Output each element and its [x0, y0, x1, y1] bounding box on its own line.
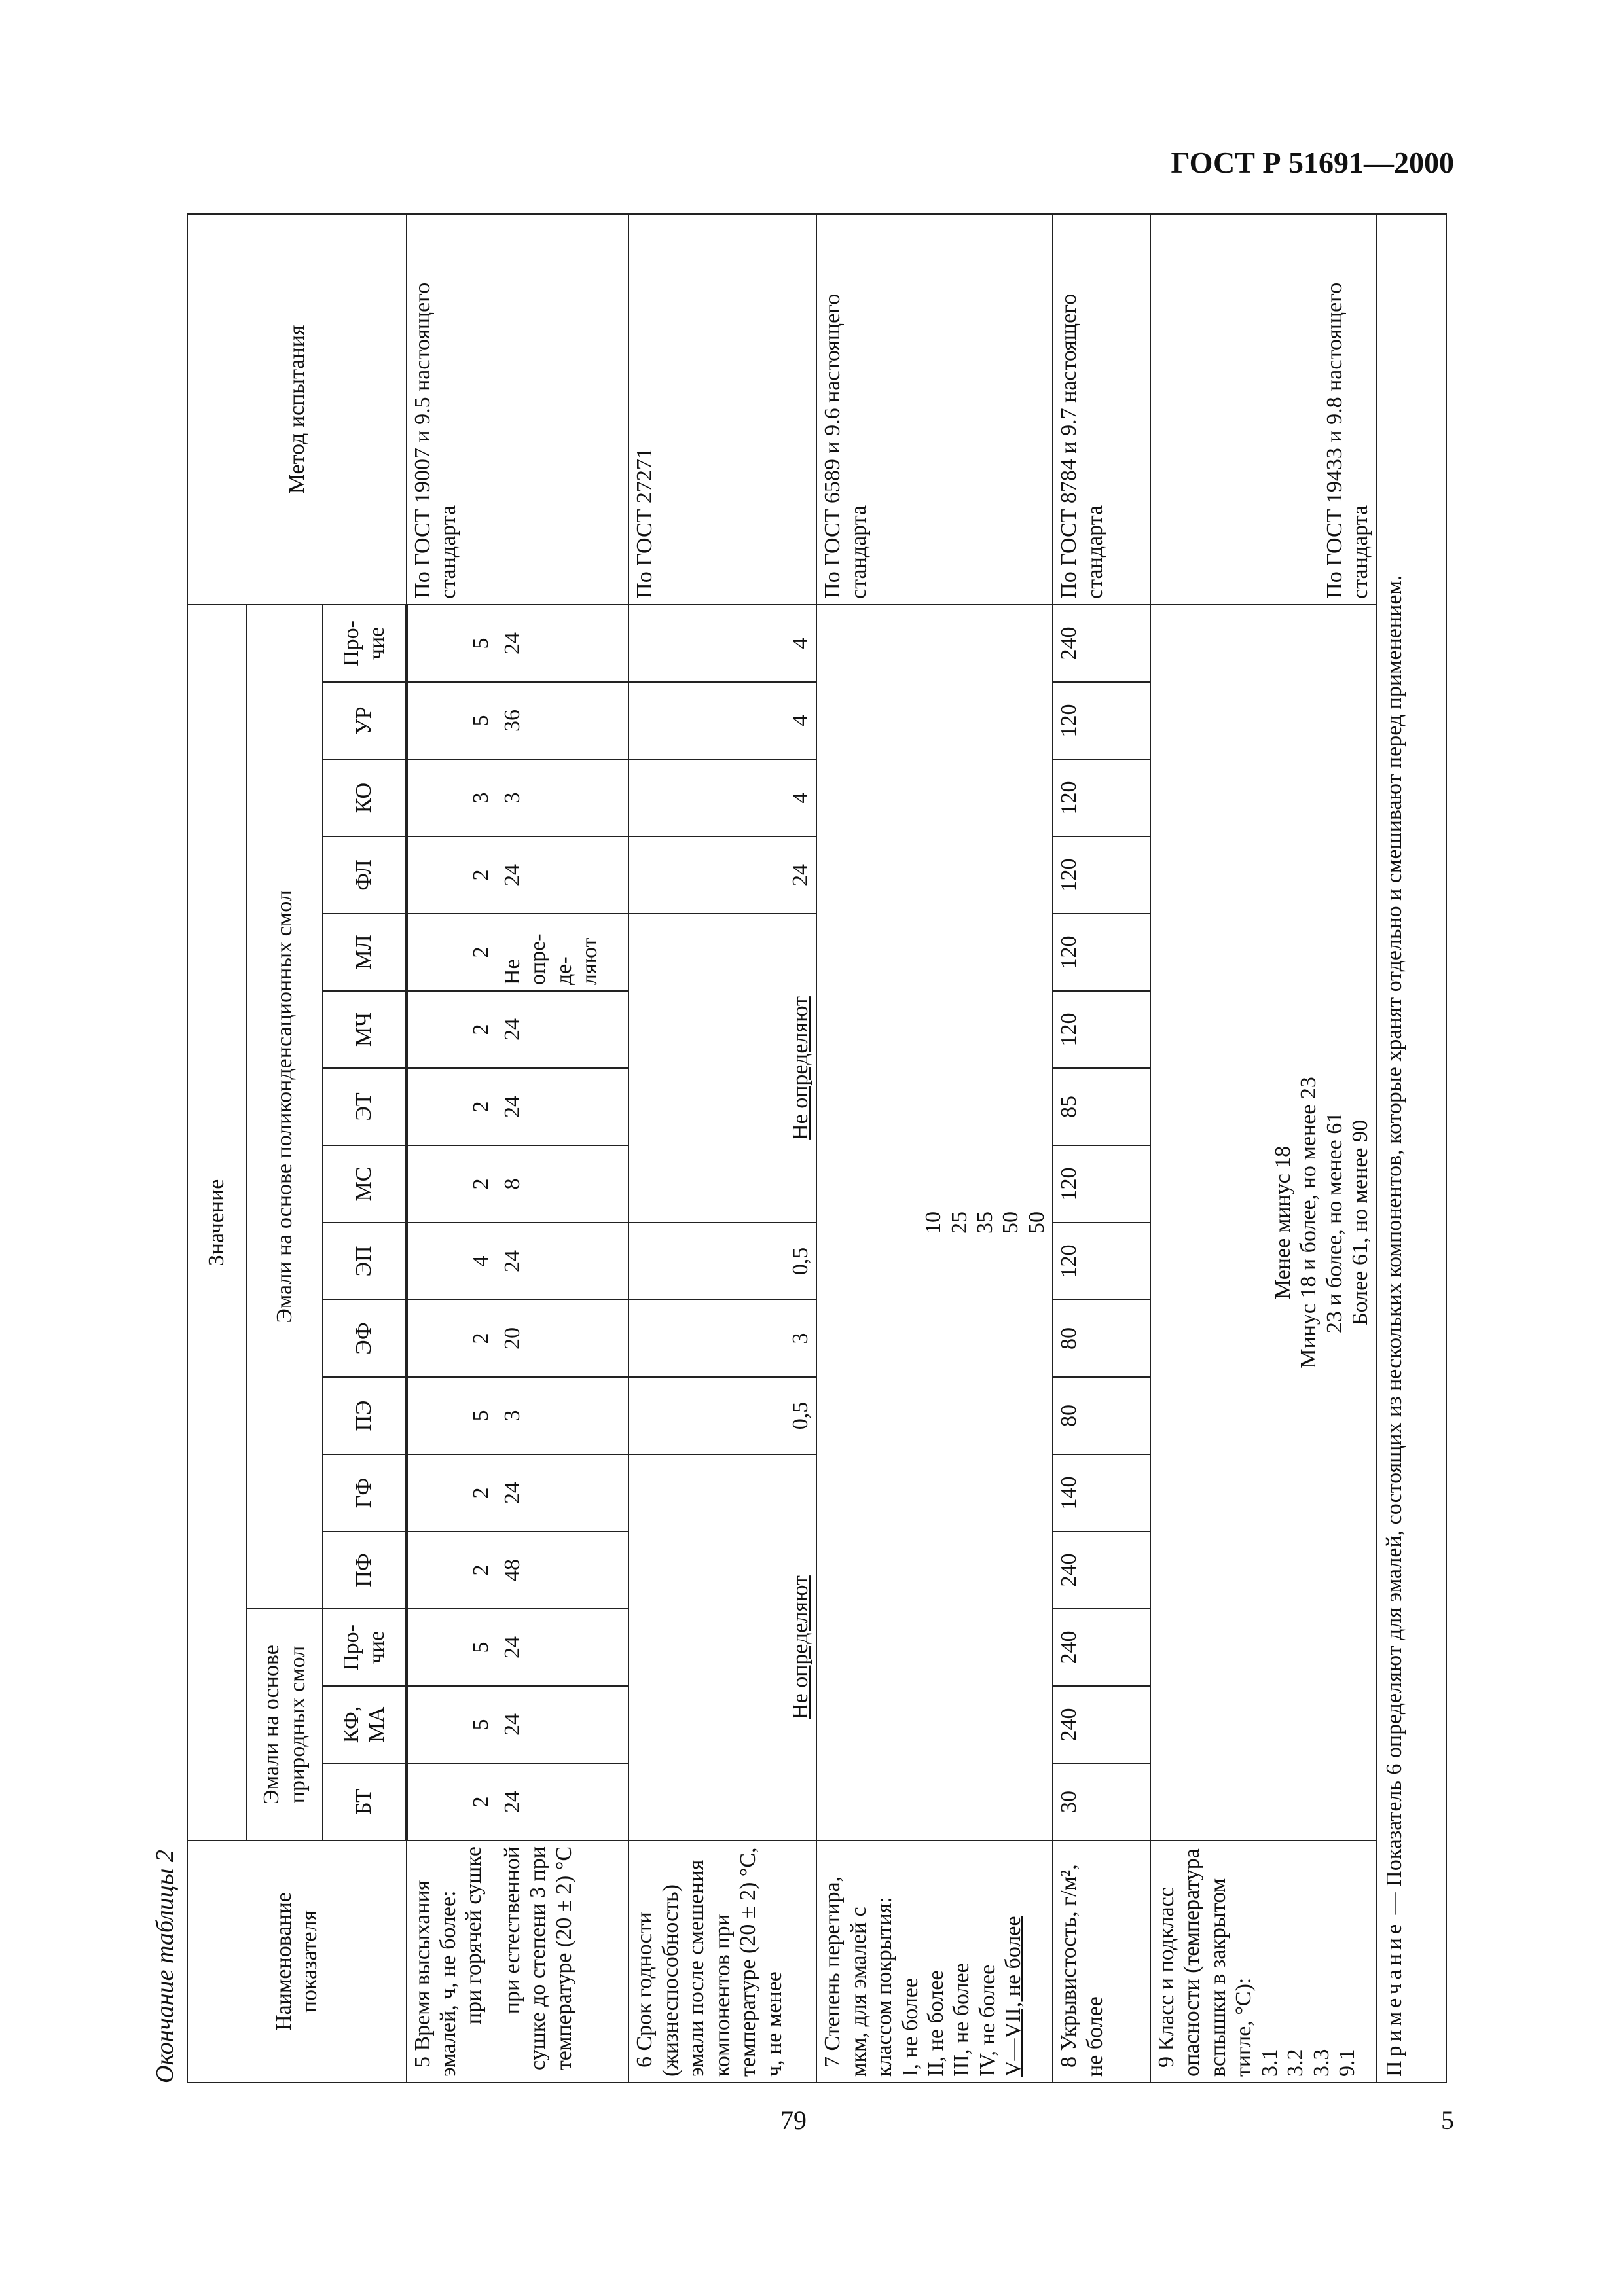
row9-value-2: Минус 18 и более, но менее 23 [1296, 1077, 1321, 1369]
sub-ep: ЭП [323, 1223, 406, 1300]
r8-bt: 30 [1053, 1763, 1150, 1840]
r5-nat-ms: 8 [497, 1145, 629, 1223]
r5-hot-kf: 5 [407, 1686, 497, 1763]
r5-nat-ur: 36 [497, 682, 629, 759]
r5-hot-fl: 2 [407, 836, 497, 914]
r5-nat-pro2: 24 [497, 605, 629, 682]
table-note [1377, 214, 1446, 2083]
r5-hot-ef: 2 [407, 1300, 497, 1377]
note-text: — Показатель 6 определяют для эмалей, состоящих из нескольких компонентов, которые хранят отдельно и смешивают перед применением. [1381, 575, 1406, 1920]
standard-number: ГОСТ Р 51691—2000 [1171, 146, 1454, 179]
header-name: Наименование показателя [187, 1840, 407, 2083]
row9-value-4: Более 61, но менее 90 [1348, 1119, 1373, 1325]
row5-natural-label: при естественной сушке до степени 3 при температуре (20 ± 2) °С [497, 1840, 629, 2083]
r6-fl: 24 [629, 836, 816, 914]
r6-not-determined-2 [629, 914, 816, 1223]
sub-kf: КФ, МА [323, 1686, 406, 1763]
r8-pro2: 240 [1053, 605, 1150, 682]
row7-value-2: 25 [947, 1211, 972, 1234]
note-label: Примечание [1381, 1920, 1406, 2077]
r5-nat-kf: 24 [497, 1686, 629, 1763]
r5-nat-mch: 24 [497, 991, 629, 1068]
r5-hot-mch: 2 [407, 991, 497, 1068]
r5-hot-ur: 5 [407, 682, 497, 759]
r8-ef: 80 [1053, 1300, 1150, 1377]
sub-ef: ЭФ [323, 1300, 406, 1377]
sub-ur: УР [323, 682, 406, 759]
row7-value-3: 35 [973, 1211, 997, 1234]
row7-name [816, 1840, 1053, 2083]
header-natural-resins: Эмали на основе природных смол [246, 1609, 323, 1840]
row9-method: По ГОСТ 19433 и 9.8 настоящего стандарта [1150, 214, 1377, 605]
r5-nat-pro1: 24 [497, 1609, 629, 1686]
r5-hot-pe: 5 [407, 1377, 497, 1454]
row7-item-1: I, не более [898, 1977, 922, 2077]
row7-item-2: II, не более [923, 1970, 948, 2077]
r6-ko: 4 [629, 759, 816, 836]
r8-fl: 120 [1053, 836, 1150, 914]
row9-item-4: 9.1 [1335, 2049, 1360, 2077]
r5-nat-ko: 3 [497, 759, 629, 836]
r5-hot-ml: 2 [407, 914, 497, 991]
row9-value-1: Менее минус 18 [1270, 1145, 1295, 1300]
row9-value-3: 23 и более, но менее 61 [1322, 1111, 1347, 1334]
r5-hot-pro2: 5 [407, 605, 497, 682]
row9-name [1150, 1840, 1377, 2083]
r8-et: 85 [1053, 1068, 1150, 1145]
rotated-table-area [151, 215, 1486, 2083]
r8-ep: 120 [1053, 1223, 1150, 1300]
row9-title: 9 Класс и подкласс опасности (температура вспышки в закрытом тигле, °С): [1154, 1848, 1256, 2077]
r6-not-determined-1 [629, 1454, 816, 1840]
row7-item-3: III, не более [949, 1963, 974, 2077]
sub-gf: ГФ [323, 1454, 406, 1532]
header-method: Метод испытания [187, 214, 407, 605]
row6-name: 6 Срок годности (жизнеспособность) эмали после смешения компонентов при температуре (20 ± 2) °С, ч, не менее [629, 1840, 816, 2083]
r5-hot-et: 2 [407, 1068, 497, 1145]
page-number-left: 79 [780, 2106, 807, 2135]
page-number-right: 5 [1441, 2106, 1454, 2135]
row7-value-4: 50 [998, 1211, 1023, 1234]
row7-title: 7 Степень перетира, мкм, для эмалей с классом покрытия: [820, 1876, 897, 2077]
sub-mch: МЧ [323, 991, 406, 1068]
r8-ko: 120 [1053, 759, 1150, 836]
r8-ml: 120 [1053, 914, 1150, 991]
r5-nat-bt: 24 [497, 1763, 629, 1840]
row7-values [816, 605, 1053, 1840]
r5-nat-pe: 3 [497, 1377, 629, 1454]
r6-ur: 4 [629, 682, 816, 759]
table-caption: Окончание таблицы 2 [151, 1850, 179, 2083]
sub-ms: МС [323, 1145, 406, 1223]
r5-hot-pf: 2 [407, 1532, 497, 1609]
r5-nat-gf: 24 [497, 1454, 629, 1532]
sub-fl: ФЛ [323, 836, 406, 914]
row9-item-2: 3.2 [1283, 2049, 1308, 2077]
r5-hot-ep: 4 [407, 1223, 497, 1300]
row9-values [1150, 605, 1377, 1840]
sub-other-natural: Про-чие [323, 1609, 406, 1686]
r8-gf: 140 [1053, 1454, 1150, 1532]
sub-bt: БТ [323, 1763, 406, 1840]
r5-nat-ep: 24 [497, 1223, 629, 1300]
sub-et: ЭТ [323, 1068, 406, 1145]
row5-title: 5 Время высыхания эмалей, ч, не более: [410, 1880, 460, 2077]
r8-pe: 80 [1053, 1377, 1150, 1454]
r6-not-determined-2-text: Не определяют [788, 996, 812, 1140]
properties-table [187, 213, 1447, 2083]
r6-ep: 0,5 [629, 1223, 816, 1300]
r5-nat-pf: 48 [497, 1532, 629, 1609]
r8-pro1: 240 [1053, 1609, 1150, 1686]
r5-hot-pro1: 5 [407, 1609, 497, 1686]
r8-ms: 120 [1053, 1145, 1150, 1223]
r5-nat-ml: Не опре-де-ляют [497, 914, 629, 991]
row7-item-5: V—VII, не более [1001, 1916, 1026, 2077]
header-value: Значение [187, 605, 246, 1840]
sub-pe: ПЭ [323, 1377, 406, 1454]
row5-method: По ГОСТ 19007 и 9.5 настоящего стандарта [407, 214, 629, 605]
r6-pro2: 4 [629, 605, 816, 682]
r5-hot-ko: 3 [407, 759, 497, 836]
r5-hot-ms: 2 [407, 1145, 497, 1223]
r5-nat-ef: 20 [497, 1300, 629, 1377]
sub-pf: ПФ [323, 1532, 406, 1609]
r6-pe: 0,5 [629, 1377, 816, 1454]
r8-mch: 120 [1053, 991, 1150, 1068]
row8-name: 8 Укрывистость, г/м², не более [1053, 1840, 1150, 2083]
row5-hot-label: при горячей сушке [462, 1846, 486, 2025]
sub-other-poly: Про-чие [323, 605, 406, 682]
r5-hot-gf: 2 [407, 1454, 497, 1532]
header-poly-resins: Эмали на основе поликонденсационных смол [246, 605, 323, 1609]
row9-item-3: 3.3 [1309, 2049, 1334, 2077]
sub-ko: КО [323, 759, 406, 836]
row7-method: По ГОСТ 6589 и 9.6 настоящего стандарта [816, 214, 1053, 605]
r5-nat-et: 24 [497, 1068, 629, 1145]
r5-hot-bt: 2 [407, 1763, 497, 1840]
r8-kf: 240 [1053, 1686, 1150, 1763]
row8-method: По ГОСТ 8784 и 9.7 настоящего стандарта [1053, 214, 1150, 605]
r6-not-determined-1-text: Не определяют [788, 1575, 812, 1719]
row9-item-1: 3.1 [1257, 2049, 1282, 2077]
row7-item-4: IV, не более [975, 1964, 1000, 2077]
row7-value-1: 10 [921, 1211, 946, 1234]
row6-method: По ГОСТ 27271 [629, 214, 816, 605]
row7-value-5: 50 [1024, 1211, 1049, 1234]
row5-name [407, 1840, 497, 2083]
r6-ef: 3 [629, 1300, 816, 1377]
sub-ml: МЛ [323, 914, 406, 991]
r8-pf: 240 [1053, 1532, 1150, 1609]
r5-nat-fl: 24 [497, 836, 629, 914]
r8-ur: 120 [1053, 682, 1150, 759]
